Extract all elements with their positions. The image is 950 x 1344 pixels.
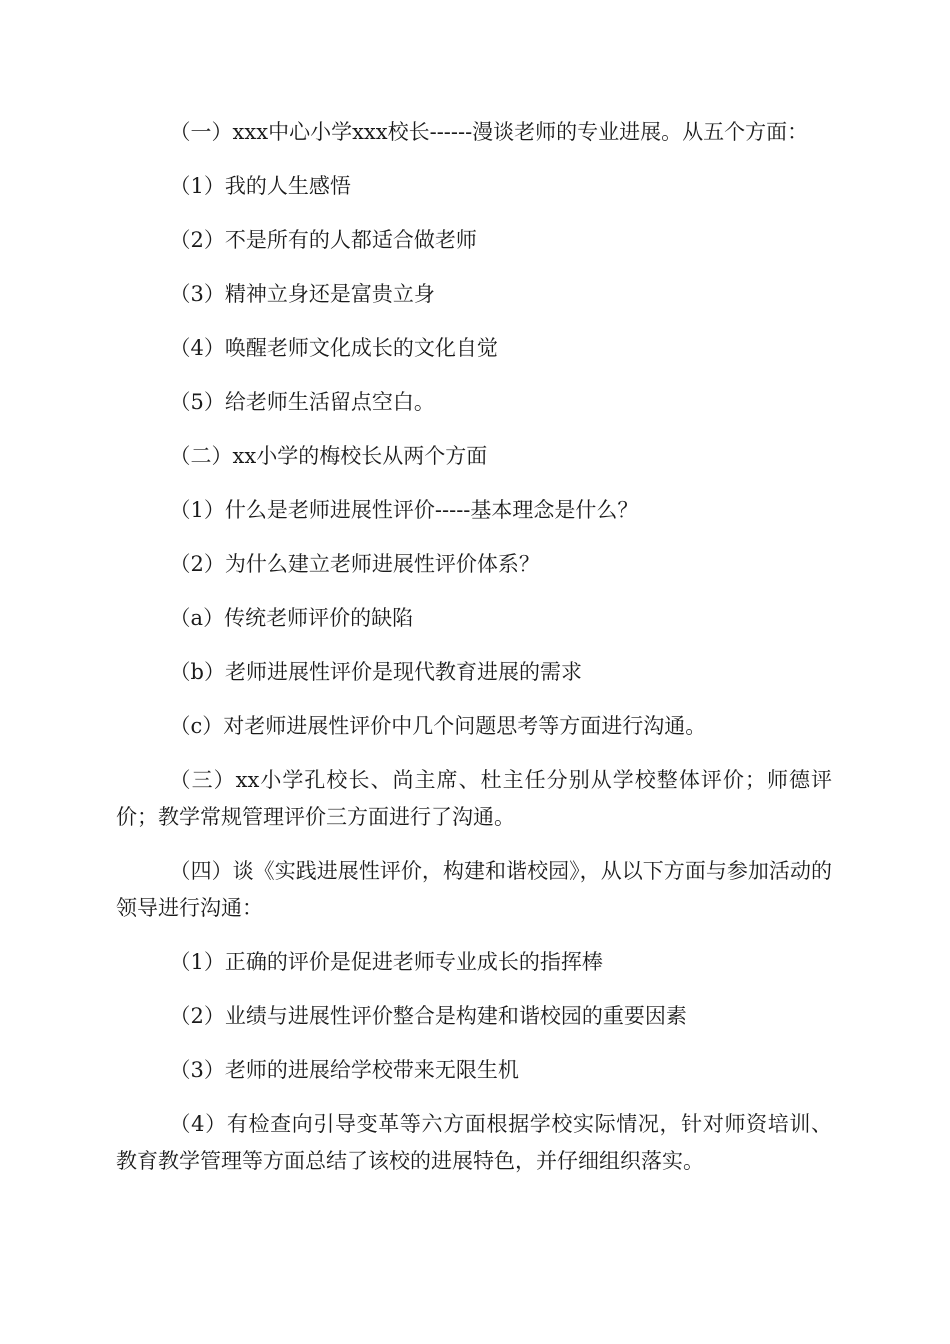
paragraph-item: （1）我的人生感悟 [169,174,351,198]
paragraph-item: （4）有检查向引导变革等六方面根据学校实际情况，针对师资培训、教育教学管理等方面总结了该校的进展特色，并仔细组织落实。 [116,1112,832,1173]
paragraph-section-2: （二）xx小学的梅校长从两个方面 [169,444,488,468]
paragraph-item: （3）老师的进展给学校带来无限生机 [169,1058,519,1082]
paragraph-item: （c）对老师进展性评价中几个问题思考等方面进行沟通。 [169,714,707,738]
paragraph-item: （4）唤醒老师文化成长的文化自觉 [169,336,498,360]
paragraph-section-3: （三）xx小学孔校长、尚主席、杜主任分别从学校整体评价；师德评价；教学常规管理评价三方面进行了沟通。 [116,768,832,829]
paragraph-item: （a）传统老师评价的缺陷 [169,606,414,630]
paragraph-section-1: （一）xxx中心小学xxx校长------漫谈老师的专业进展。从五个方面： [169,120,809,144]
paragraph-item: （2）为什么建立老师进展性评价体系？ [169,552,540,576]
paragraph-item: （1）正确的评价是促进老师专业成长的指挥棒 [169,950,603,974]
paragraph-item: （1）什么是老师进展性评价-----基本理念是什么？ [169,498,639,522]
paragraph-item: （2）业绩与进展性评价整合是构建和谐校园的重要因素 [169,1004,687,1028]
paragraph-item: （3）精神立身还是富贵立身 [169,282,435,306]
paragraph-item: （5）给老师生活留点空白。 [169,390,435,414]
paragraph-section-4: （四）谈《实践进展性评价，构建和谐校园》，从以下方面与参加活动的领导进行沟通： [116,859,832,920]
paragraph-item: （b）老师进展性评价是现代教育进展的需求 [169,660,582,684]
paragraph-item: （2）不是所有的人都适合做老师 [169,228,477,252]
document-body [116,114,832,1197]
